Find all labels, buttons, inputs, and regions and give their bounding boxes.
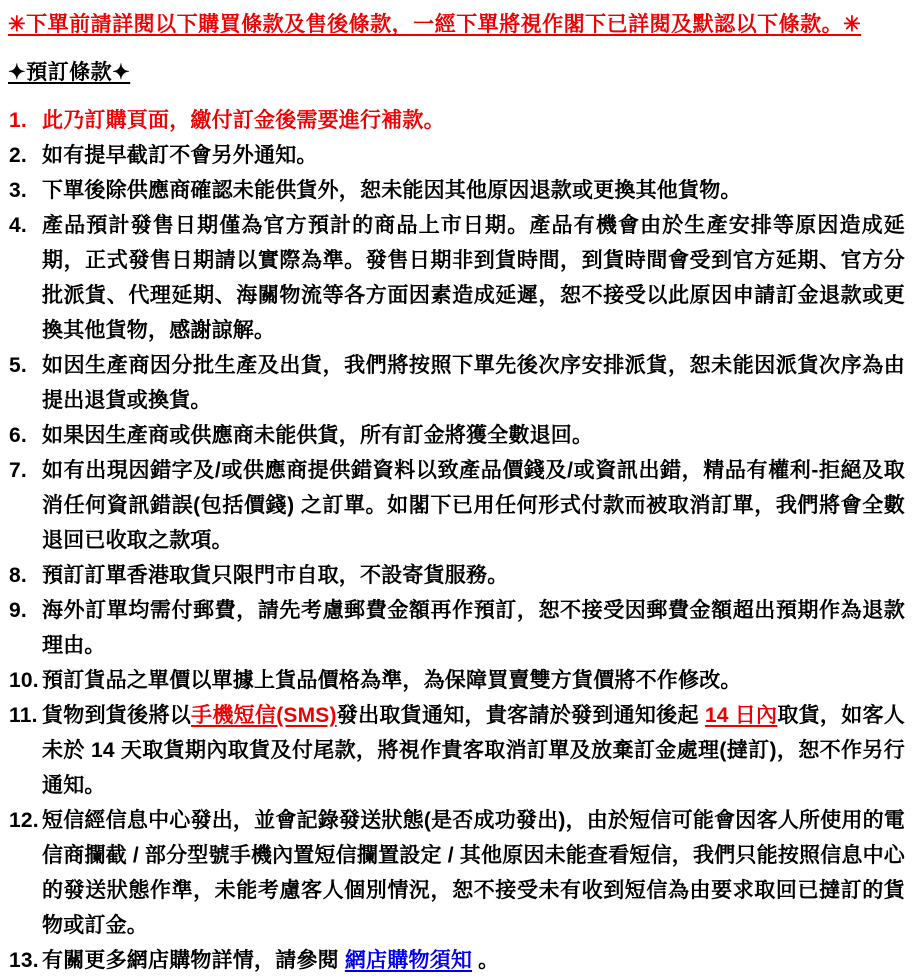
term-number: 8.: [9, 564, 27, 587]
preorder-terms-heading: ✦預訂條款✦: [8, 61, 131, 84]
term-item-4: [8, 208, 905, 348]
term-item-6: [8, 418, 905, 453]
term-text: 此乃訂購頁面，繳付訂金後需要進行補款。: [42, 109, 445, 132]
term-text: 下單後除供應商確認未能供貨外，恕未能因其他原因退款或更換其他貨物。: [42, 179, 742, 202]
term-number: 4.: [9, 214, 27, 237]
term-item-9: [8, 593, 905, 663]
term-number: 13.: [9, 949, 39, 972]
term-number: 3.: [9, 179, 27, 202]
term-number: 11.: [9, 704, 38, 727]
pickup-deadline-highlight: 14 日內: [704, 704, 778, 727]
term-text-segment: 。: [472, 949, 500, 972]
term-item-3: [8, 173, 905, 208]
term-item-8: [8, 558, 905, 593]
term-number: 6.: [9, 424, 27, 447]
term-number: 2.: [9, 144, 27, 167]
term-number: 1.: [9, 109, 27, 132]
term-item-1: [8, 103, 905, 138]
sms-notice-highlight: 手機短信(SMS): [191, 704, 337, 727]
term-number: 10.: [9, 669, 39, 692]
term-item-5: [8, 348, 905, 418]
term-item-2: [8, 138, 905, 173]
terms-list: [8, 103, 905, 978]
term-text: 如果因生產商或供應商未能供貨，所有訂金將獲全數退回。: [42, 424, 594, 447]
term-text-segment: 有關更多網店購物詳情，請參閱: [42, 949, 345, 972]
term-text: 如有出現因錯字及/或供應商提供錯資料以致產品價錢及/或資訊出錯，精品有權利-拒絕及取消任何資訊錯誤(包括價錢) 之訂單。如閣下已用任何形式付款而被取消訂單，我們將會全數退回已收取之款項。: [42, 459, 905, 552]
term-number: 12.: [9, 809, 39, 832]
term-text: 產品預計發售日期僅為官方預計的商品上市日期。產品有機會由於生產安排等原因造成延期，正式發售日期請以實際為準。發售日期非到貨時間，到貨時間會受到官方延期、官方分批派貨、代理延期、海關物流等各方面因素造成延遲，恕不接受以此原因申請訂金退款或更換其他貨物，感謝諒解。: [42, 214, 905, 342]
term-number: 7.: [9, 459, 27, 482]
term-text: [42, 704, 905, 797]
term-text: [42, 949, 499, 972]
term-number: 5.: [9, 354, 27, 377]
term-text: 海外訂單均需付郵費，請先考慮郵費金額再作預訂，恕不接受因郵費金額超出預期作為退款理由。: [42, 599, 905, 657]
term-text: 如因生產商因分批生產及出貨，我們將按照下單先後次序安排派貨，恕未能因派貨次序為由提出退貨或換貨。: [42, 354, 905, 412]
term-item-10: [8, 663, 905, 698]
term-text: 預訂貨品之單價以單據上貨品價格為準，為保障買賣雙方貨價將不作修改。: [42, 669, 742, 692]
term-item-12: [8, 803, 905, 943]
term-item-11: [8, 698, 905, 803]
term-text: 預訂訂單香港取貨只限門市自取，不設寄貨服務。: [42, 564, 509, 587]
term-item-13: [8, 943, 905, 978]
term-text-segment: 貨物到貨後將以: [42, 704, 192, 727]
term-text: 短信經信息中心發出，並會記錄發送狀態(是否成功發出)，由於短信可能會因客人所使用的電信商攔截 / 部分型號手機內置短信攔置設定 / 其他原因未能查看短信，我們只能按照信息中心的發送狀態作準，未能考慮客人個別情況，恕不接受未有收到短信為由要求取回已撻訂的貨物或訂金。: [42, 809, 906, 937]
shop-guide-link[interactable]: 網店購物須知: [344, 949, 473, 972]
term-item-7: [8, 453, 905, 558]
term-text-segment: 取貨，如客人未於 14 天取貨期內取貨及付尾款，將視作貴客取消訂單及放棄訂金處理(撻訂)，恕不作另行通知。: [42, 704, 905, 797]
term-text-segment: 發出取貨通知，貴客請於發到通知後起: [336, 704, 705, 727]
term-text: 如有提早截訂不會另外通知。: [42, 144, 318, 167]
terms-warning-title: ✳下單前請詳閱以下購買條款及售後條款，一經下單將視作閣下已詳閱及默認以下條款。✳: [8, 13, 862, 36]
term-number: 9.: [9, 599, 27, 622]
